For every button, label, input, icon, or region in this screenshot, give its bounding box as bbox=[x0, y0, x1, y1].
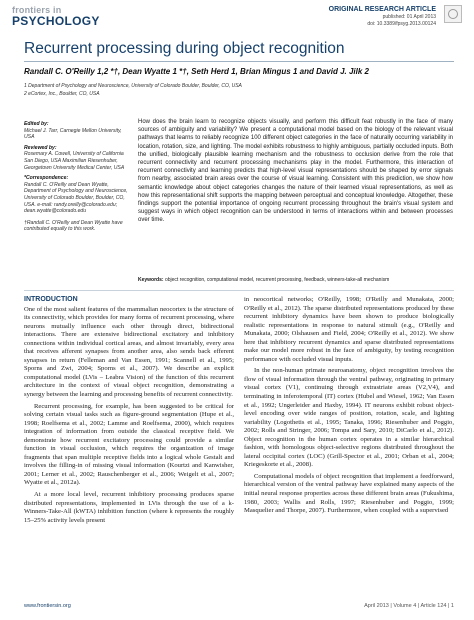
body-paragraph: At a more local level, recurrent inhibitory processing produces sparse distributed representations, implemented in LVis through the use of a k-Winners-Take-All (kWTA) inhibition function (where k represents the roughly 15–25% activity levels present bbox=[24, 491, 234, 524]
journal-logo[interactable] bbox=[12, 5, 100, 27]
correspondence: Randall C. O'Reilly and Dean Wyatte, Department of Psychology and Neuroscience, University of Colorado Boulder, Boulder, CO, USA. e-mail: randy.oreilly@colorado.edu; dean.wyatte@colorado.edu bbox=[24, 181, 128, 215]
article-type: ORIGINAL RESEARCH ARTICLE bbox=[328, 6, 436, 13]
crossmark-circle-icon bbox=[448, 9, 458, 19]
abstract: How does the brain learn to recognize objects visually, and perform this difficult feat robustly in the face of many sources of ambiguity and variability? We present a computational model based on the biology of the relevant visual pathways that learns to reliably recognize 100 different object categories in the face of naturally occurring variability in location, rotation, size, and lighting. The model exhibits robustness to highly ambiguous, partially occluded inputs. Both the unified, biologically plausible learning mechanism and the robustness to occlusion derive from the role that recurrent connectivity and recurrent processing mechanisms play in the model. Furthermore, this interaction of recurrent connectivity and learning predicts that high-level visual representations should be shaped by error signals from nearby, associated brain areas over the course of visual learning. Consistent with this prediction, we show how semantic knowledge about object categories changes the nature of their learned visual representations, as well as how this representational shift supports the mapping between perceptual and conceptual knowledge. Altogether, these findings support the potential importance of ongoing recurrent processing throughout the brain's visual system and suggest ways in which object recognition can be understood in terms of interactions within and between processes over time. bbox=[138, 119, 453, 224]
affiliations bbox=[24, 82, 242, 98]
keywords bbox=[138, 277, 453, 284]
equal-contribution-note: †Randall C. O'Reilly and Dean Wyatte have contributed equally to this work. bbox=[24, 219, 123, 233]
body-paragraph: One of the most salient features of the mammalian neocortex is the structure of its connectivity, which provides for many forms of recurrent processing, where neurons mutually influence each other through direct, bidirectional interactions. There are extensive bidirectional excitatory and inhibitory connections within individual cortical areas, and almost invariably, every area that receives afferent synapses from another area, also sends back efferent synapses in return (Felleman and Van Essen, 1991; Scannell et al., 1995; Sporns and Zwi, 2004; Sporns et al., 2007). We describe an explicit computational model (LVis – Leabra Vision) of the function of this recurrent architecture in the context of visual object recognition, demonstrating a synergy between the learning and processing benefits of recurrent connectivity. bbox=[24, 305, 234, 399]
author-list: Randall C. O'Reilly 1,2 *†, Dean Wyatte 1 *†, Seth Herd 1, Brian Mingus 1 and David J. Jilk 2 bbox=[24, 67, 369, 76]
body-paragraph: Recurrent processing, for example, has been suggested to be critical for solving certain visual tasks such as figure-ground segmentation (Hupe et al., 1998; Roelfsema et al., 2002; Lamme and Roelfsema, 2000), which requires integration of information from outside the classical receptive field. We demonstrate how recurrent excitatory processing could provide a similar function in visual occlusion, which requires the organization of image fragments that span multiple receptive fields into a logical whole Gestalt and involves the filling-in of missing visual information (Kourtzi and Kanwisher, 2001; Lerner et al., 2002; Rauschenberger et al., 2006; Weigelt et al., 2007; Wyatte et al., 2012a). bbox=[24, 402, 234, 487]
logo-top-text: frontiers in bbox=[12, 5, 62, 15]
reviewed-by-label: Reviewed by: bbox=[24, 144, 57, 151]
affiliation-1: 1 Department of Psychology and Neuroscience, University of Colorado Boulder, Boulder, CO, USA bbox=[24, 83, 242, 89]
masthead bbox=[12, 5, 462, 43]
page-citation: April 2013 | Volume 4 | Article 124 | 1 bbox=[364, 603, 454, 609]
doi-link[interactable]: doi: 10.3389/fpsyg.2013.00124 bbox=[367, 21, 436, 27]
keywords-label: Keywords: bbox=[138, 277, 164, 283]
editorial-sidebar bbox=[24, 117, 128, 233]
reviewed-by: Rosemary A. Cowell, University of California San Diego, USA Maximilian Riesenhuber, Georgetown University Medical Center, USA bbox=[24, 151, 125, 171]
edited-by: Michael J. Tarr, Carnegie Mellon University, USA bbox=[24, 127, 122, 141]
body-paragraph: Computational models of object recognition that implement a feedforward, hierarchical version of the ventral pathway have explained many aspects of the initial neural response properties across these different brain areas (Fukushima, 1980, 2003; Wallis and Rolls, 1997; Riesenhuber and Poggio, 1999; Masquelier and Thorpe, 2007). Furthermore, when coupled with a supervised bbox=[244, 472, 454, 515]
title-divider bbox=[24, 61, 454, 62]
journal-url-link[interactable]: www.frontiersin.org bbox=[24, 603, 71, 609]
edited-by-label: Edited by: bbox=[24, 121, 49, 127]
crossmark-icon[interactable] bbox=[444, 5, 462, 23]
affiliation-2: 2 eCortex, Inc., Boulder, CO, USA bbox=[24, 91, 100, 97]
body-column-left bbox=[24, 296, 234, 528]
correspondence-label: *Correspondence: bbox=[24, 175, 69, 182]
body-paragraph: in neocortical networks; O'Reilly, 1998; O'Reilly and Munakata, 2000; O'Reilly et al., 2012). The sparse distributed representations produced by these recurrent inhibitory dynamics have been shown to produce biologically realistic representations in response to natural stimuli (e.g., O'Reilly and Munakata, 2000; Olshausen and Field, 2004; O'Reilly et al., 2012). We show here that inhibitory recurrent dynamics and sparse distributed representations make our model more robust in the face of ambiguity, by testing recognition performance with occluded visual inputs. bbox=[244, 296, 454, 363]
body-column-right bbox=[244, 296, 454, 519]
section-heading: INTRODUCTION bbox=[24, 296, 78, 303]
abstract-divider bbox=[24, 290, 454, 291]
keywords-list: object recognition, computational model, recurrent processing, feedback, winners-take-all mechanism bbox=[164, 277, 390, 283]
logo-bottom-text: PSYCHOLOGY bbox=[12, 14, 100, 28]
published-date: published: 01 April 2013 bbox=[382, 14, 436, 20]
body-paragraph: In the non-human primate neuroanatomy, object recognition involves the flow of visual information through the ventral pathway, originating in primary visual cortex (V1), continuing through extrastriate areas (V2,V4), and terminating in inferotemporal (IT) cortex (Hubel and Wiesel, 1962; Van Essen et al., 1992; Ungerleider and Haxby, 1994). IT neurons exhibit robust object-level encoding over wide ranges of position, rotation, scale, and lighting variability (Logothetis et al., 1995; Tanaka, 1996; Riesenhuber and Poggio, 2002; Rolls and Stringer, 2006; Tompa and Sary, 2010; DiCarlo et al., 2012). Object recognition in the human cortex operates in a similar hierarchical fashion, with homologous object-selective regions distributed throughout the lateral occipital cortex (LOC) (Grill-Spector et al., 2001; Orban et al., 2004; Kriegeskorte et al., 2008). bbox=[244, 367, 454, 469]
article-meta bbox=[329, 5, 436, 28]
article-title: Recurrent processing during object recognition bbox=[24, 40, 345, 57]
